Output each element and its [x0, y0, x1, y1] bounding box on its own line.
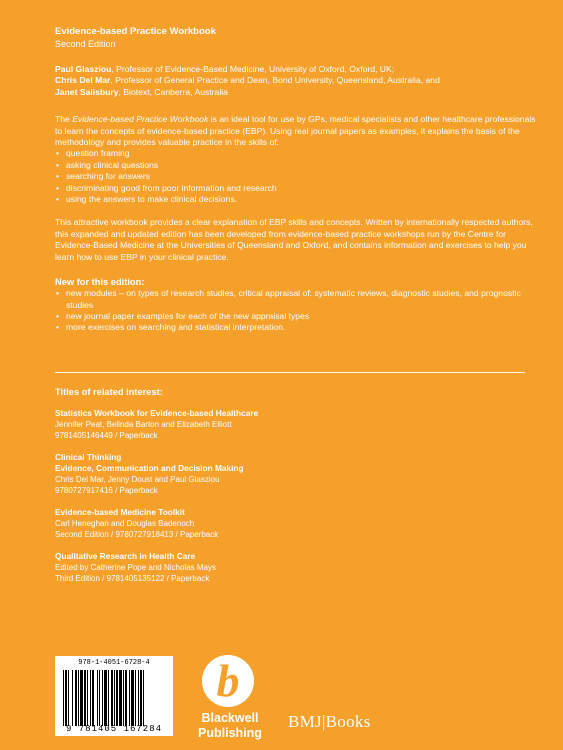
blackwell-circle-icon	[202, 655, 254, 707]
list-item: • searching for answers	[55, 171, 545, 182]
book-entry-details: Third Edition / 9781405135122 / Paperback	[55, 574, 210, 583]
new-edition-heading: New for this edition:	[55, 277, 145, 288]
book-entry-subtitle: Evidence, Communication and Decision Making	[55, 463, 244, 473]
related-titles	[55, 386, 535, 595]
list-item: • new modules – on types of research studies, critical appraisal of: systematic reviews, diagnostic studies, and prognostic studies	[55, 288, 545, 311]
book-entry-details: Second Edition / 9780727918413 / Paperback	[55, 530, 219, 539]
blackwell-b-letter: b	[216, 655, 240, 706]
isbn-barcode	[55, 656, 173, 736]
book-entry-authors: Chris Del Mar, Jenny Doust and Paul Glasziou	[55, 475, 220, 484]
barcode-number: 9 781405 167284	[65, 724, 162, 734]
list-item: • using the answers to make clinical decisions.	[55, 194, 545, 205]
publisher-name-line1: Blackwell	[201, 711, 259, 725]
author-line	[55, 87, 545, 98]
list-item: • asking clinical questions	[55, 160, 545, 171]
skills-list	[55, 148, 545, 205]
related-book	[55, 507, 535, 540]
intro-prefix: The	[55, 114, 73, 125]
book-entry-authors: Carl Heneghan and Douglas Badenoch	[55, 519, 195, 528]
description-paragraph: This attractive workbook provides a clear explanation of EBP skills and concepts. Written by internationally respected authors, this expanded and updated edition has been developed from evidence-based practice workshops run by the Centre for Evidence-Based Medicine at the Universities of Queensland and Oxford, and contains information and exercises to help you learn how to use EBP in your clinical practice.	[55, 217, 533, 262]
related-book	[55, 408, 535, 441]
book-entry-details: 9781405146449 / Paperback	[55, 431, 158, 440]
list-item: • question framing	[55, 148, 545, 159]
related-book	[55, 452, 535, 496]
author-affiliation: , Professor of Evidence-Based Medicine, University of Oxford, Oxford, UK;	[111, 64, 395, 74]
publisher-name-line2: Publishing	[198, 726, 262, 740]
section-divider	[55, 372, 525, 373]
bmj-books-logo: BMJ|Books	[288, 712, 371, 731]
book-entry-title: Clinical Thinking	[55, 452, 122, 462]
related-heading: Titles of related interest:	[55, 387, 163, 397]
barcode-bars-icon	[61, 670, 167, 726]
book-entry-title: Statistics Workbook for Evidence-based Healthcare	[55, 408, 259, 418]
related-book	[55, 551, 535, 584]
list-item: • discriminating good from poor information and research	[55, 183, 545, 194]
list-item: • more exercises on searching and statistical interpretation.	[55, 322, 545, 333]
author-affiliation: , Biotext, Canberra, Australia	[118, 86, 228, 97]
book-edition: Second Edition	[55, 39, 116, 49]
isbn-text: 978-1-4051-6728-4	[78, 659, 150, 667]
author-affiliation: , Professor of General Practice and Dean, Bond University, Queensland, Australia, and	[110, 75, 440, 86]
book-title: Evidence-based Practice Workbook	[55, 26, 216, 37]
back-cover-text	[55, 26, 545, 334]
new-edition-list	[55, 288, 545, 334]
intro-paragraph	[55, 114, 545, 148]
intro-rest: is an ideal tool for use by GPs, medical specialists and other healthcare professionals to learn the concepts of evidence-based practice (EBP). Using real journal papers as examples, it explains the basis of the methodology and provides valuable practice in the skills of:	[55, 114, 536, 148]
intro-book-title: Evidence-based Practice Workbook	[72, 114, 209, 125]
author-list	[55, 64, 545, 98]
author-name: Paul Glasziou	[55, 64, 112, 74]
book-entry-title: Qualitative Research in Health Care	[55, 551, 196, 561]
blackwell-logo	[195, 655, 265, 745]
author-name: Chris Del Mar	[55, 75, 111, 86]
list-item: • new journal paper examples for each of the new appraisal types	[55, 311, 545, 322]
author-line	[55, 64, 545, 75]
book-entry-title: Evidence-based Medicine Toolkit	[55, 507, 185, 517]
book-entry-authors: Edited by Catherine Pope and Nicholas Mays	[55, 563, 216, 572]
book-entry-authors: Jennifer Peat, Belinda Barton and Elizabeth Elliott	[55, 420, 232, 429]
book-entry-details: 9780727917416 / Paperback	[55, 486, 158, 495]
author-name: Janet Salisbury	[55, 86, 119, 97]
author-line	[55, 75, 545, 86]
